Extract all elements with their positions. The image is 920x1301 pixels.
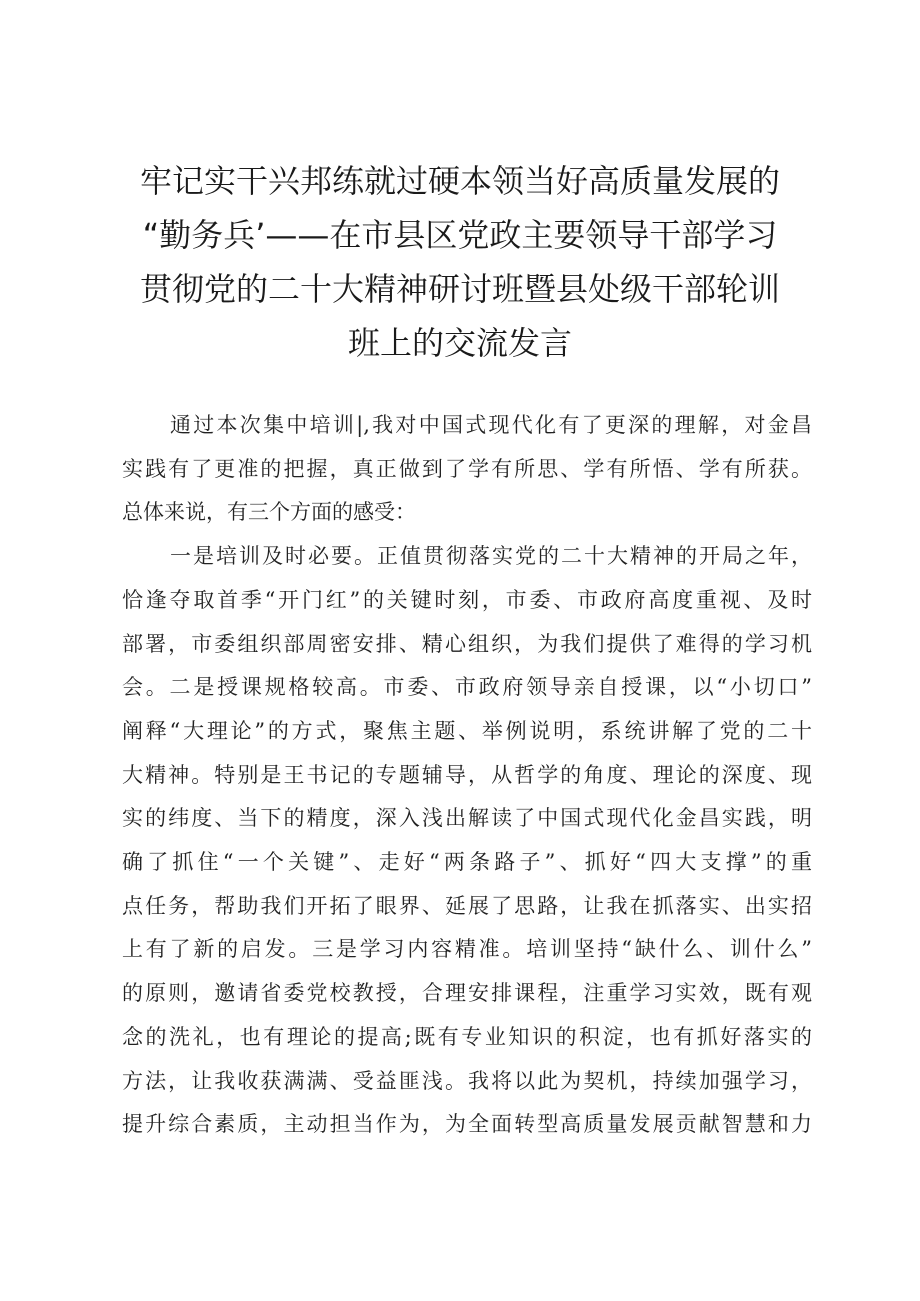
text-line: 通过本次集中培训|,我对中国式现代化有了更深的理解，对金昌 bbox=[170, 413, 812, 437]
text-line: 总体来说，有三个方面的感受： bbox=[122, 500, 416, 525]
document-title bbox=[120, 154, 800, 370]
title-line: “勤务兵’——在市县区党政主要领导干部学习 bbox=[142, 216, 778, 254]
text-line: 部署，市委组织部周密安排、精心组织，为我们提供了难得的学习机 bbox=[122, 631, 812, 656]
text-line: 方法，让我收获满满、受益匪浅。我将以此为契机，持续加强学习， bbox=[122, 1068, 812, 1093]
text-line: 会。二是授课规格较高。市委、市政府领导亲自授课，以“小切口” bbox=[122, 675, 812, 700]
text-line: 一是培训及时必要。正值贯彻落实党的二十大精神的开局之年， bbox=[170, 544, 812, 569]
text-line: 阐释“大理论”的方式，聚焦主题、举例说明，系统讲解了党的二十 bbox=[122, 718, 812, 743]
text-line: 大精神。特别是王书记的专题辅导，从哲学的角度、理论的深度、现 bbox=[122, 762, 812, 787]
title-line: 牢记实干兴邦练就过硬本领当好高质量发展的 bbox=[139, 162, 780, 200]
text-line: 提升综合素质，主动担当作为，为全面转型高质量发展贡献智慧和力 bbox=[122, 1112, 812, 1137]
paragraph-intro bbox=[122, 404, 812, 535]
title-line: 贯彻党的二十大精神研讨班暨县处级干部轮训 bbox=[139, 270, 780, 308]
text-line: 点任务，帮助我们开拓了眼界、延展了思路，让我在抓落实、出实招 bbox=[122, 893, 812, 918]
paragraph-feelings bbox=[122, 535, 812, 1147]
document-body bbox=[122, 404, 812, 1147]
text-line: 确了抓住“一个关键”、走好“两条路子”、抓好“四大支撑”的重 bbox=[122, 850, 812, 875]
text-line: 恰逢夺取首季“开门红”的关键时刻，市委、市政府高度重视、及时 bbox=[122, 587, 812, 612]
title-line: 班上的交流发言 bbox=[347, 324, 572, 362]
text-line: 实践有了更准的把握，真正做到了学有所思、学有所悟、学有所获。 bbox=[122, 456, 812, 481]
text-line: 实的纬度、当下的精度，深入浅出解读了中国式现代化金昌实践，明 bbox=[122, 806, 812, 831]
text-line: 的原则，邀请省委党校教授，合理安排课程，注重学习实效，既有观 bbox=[122, 981, 812, 1006]
text-line: 上有了新的启发。三是学习内容精准。培训坚持“缺什么、训什么” bbox=[122, 937, 812, 962]
text-line: 念的洗礼，也有理论的提高;既有专业知识的积淀，也有抓好落实的 bbox=[122, 1024, 812, 1049]
